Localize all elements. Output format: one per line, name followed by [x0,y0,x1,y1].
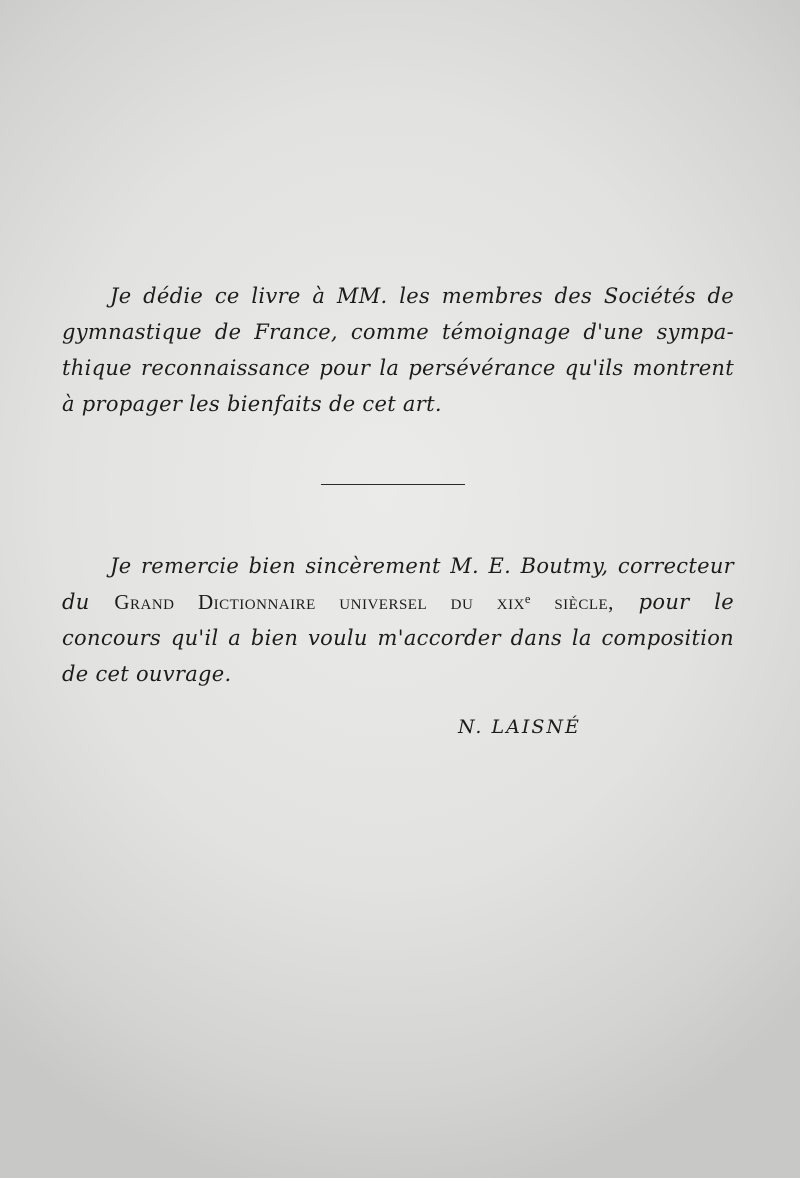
acknowledgment-line-3: concours qu'il a bien voulu m'accorder dans la composition [62,626,734,650]
acknowledgment-paragraph [62,548,734,692]
dedication-line-1: Je dédie ce livre à MM. les membres des Sociétés de [110,284,734,308]
dedication-line-2: gymnastique de France, comme témoignage d'une sympa- [62,320,734,344]
acknowledgment-line-2-start: du [62,590,90,614]
section-divider [321,484,465,485]
dedication-paragraph [62,278,734,422]
author-signature: N. LAISNÉ [458,716,581,738]
dedication-line-4: à propager les bienfaits de cet art. [62,392,442,416]
dictionary-title: Grand Dictionnaire universel du xixᵉ siècle, [114,590,614,614]
acknowledgment-line-2 [62,584,734,620]
dedication-line-3: thique reconnaissance pour la persévérance qu'ils montrent [62,356,734,380]
acknowledgment-line-1: Je remercie bien sincèrement M. E. Boutmy, correcteur [110,554,734,578]
acknowledgment-line-2-end: pour le [638,590,734,614]
acknowledgment-line-4: de cet ouvrage. [62,662,232,686]
